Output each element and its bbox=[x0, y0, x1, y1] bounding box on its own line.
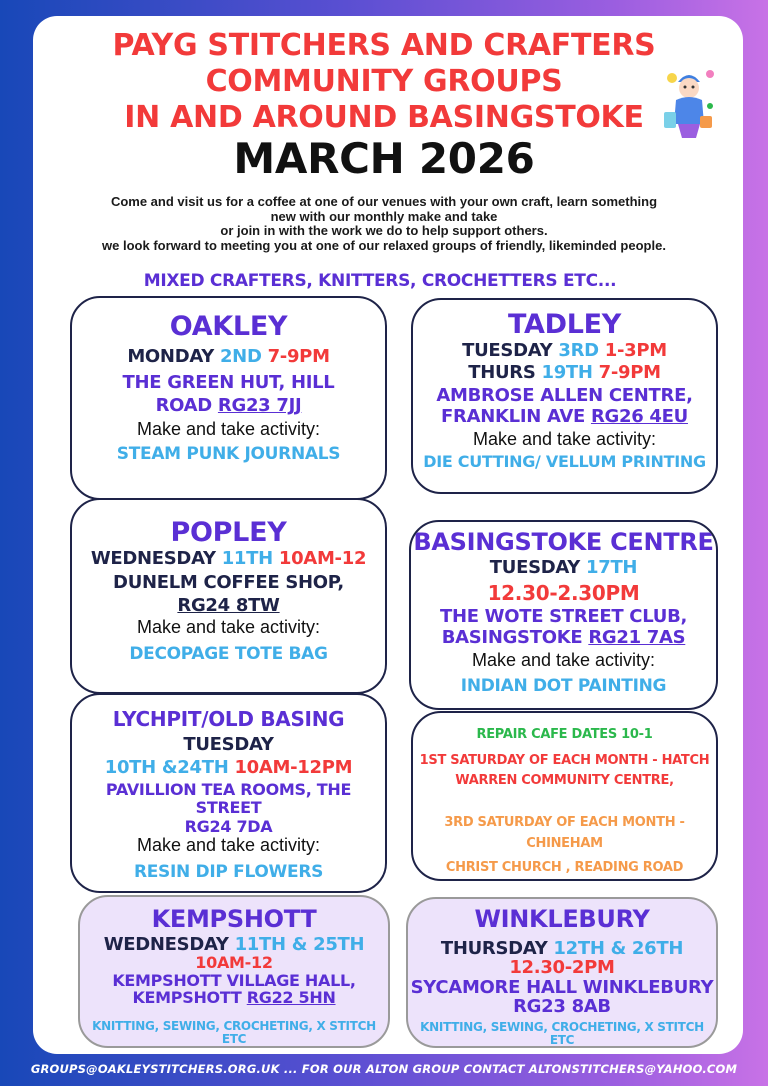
crafter-illustration bbox=[660, 66, 718, 140]
town-name: KEMPSHOTT bbox=[151, 905, 317, 933]
town-name: TADLEY bbox=[507, 309, 622, 340]
make-take-label: Make and take activity: bbox=[471, 649, 656, 670]
group-card-winklebury bbox=[406, 897, 718, 1048]
postcode: RG24 8TW bbox=[177, 595, 280, 617]
make-take-label: Make and take activity: bbox=[136, 835, 321, 856]
intro-line: Come and visit us for a coffee at one of our venues with your own craft, learn something bbox=[110, 194, 658, 209]
intro-line: or join in with the work we do to help support others. bbox=[220, 223, 548, 239]
day: WEDNESDAY bbox=[103, 933, 229, 955]
time: 7-9PM bbox=[598, 361, 661, 383]
title-line-1: PAYG STITCHERS AND CRAFTERS bbox=[112, 28, 656, 63]
postcode: RG26 4EU bbox=[590, 406, 688, 428]
day: MONDAY bbox=[127, 346, 214, 368]
town-name: POPLEY bbox=[170, 517, 287, 548]
venue-line: SYCAMORE HALL WINKLEBURY bbox=[410, 976, 714, 998]
title-line-2: COMMUNITY GROUPS bbox=[205, 64, 563, 99]
time: 7-9PM bbox=[267, 346, 330, 368]
town-name: BASINGSTOKE CENTRE bbox=[413, 528, 714, 556]
group-card-popley bbox=[70, 498, 387, 694]
group-card-kempshott bbox=[78, 895, 390, 1048]
venue-text: BASINGSTOKE bbox=[441, 627, 583, 649]
section-subheading: MIXED CRAFTERS, KNITTERS, CROCHETTERS ETC... bbox=[143, 271, 617, 291]
schedule-line bbox=[408, 939, 716, 958]
venue-line: DUNELM COFFEE SHOP, bbox=[113, 571, 344, 593]
activity: INDIAN DOT PAINTING bbox=[460, 676, 667, 697]
venue-line: PAVILLION TEA ROOMS, THE STREET bbox=[105, 780, 352, 817]
activity: KNITTING, SEWING, CROCHETING, X STITCH ETC bbox=[92, 1019, 376, 1047]
venue-line: AMBROSE ALLEN CENTRE, bbox=[436, 385, 693, 407]
intro-line: we look forward to meeting you at one of our relaxed groups of friendly, likeminded people. bbox=[102, 237, 666, 253]
time: 1-3PM bbox=[604, 340, 667, 362]
venue-line bbox=[413, 407, 716, 426]
repair-hatch-line: WARREN COMMUNITY CENTRE, bbox=[455, 773, 674, 789]
time: 10AM-12 bbox=[278, 548, 367, 570]
activity: RESIN DIP FLOWERS bbox=[133, 861, 324, 882]
venue-line: KEMPSHOTT VILLAGE HALL, bbox=[112, 970, 356, 990]
date: 2ND bbox=[219, 346, 262, 368]
group-card-oakley bbox=[70, 296, 387, 500]
postcode: RG21 7AS bbox=[588, 627, 686, 649]
venue-line bbox=[72, 396, 385, 415]
day: TUESDAY bbox=[183, 733, 274, 755]
activity: STEAM PUNK JOURNALS bbox=[116, 444, 341, 465]
venue-line: THE WOTE STREET CLUB, bbox=[439, 605, 688, 627]
repair-hatch-line: 1ST SATURDAY OF EACH MONTH - HATCH bbox=[419, 753, 710, 769]
time: 10AM-12 bbox=[195, 953, 273, 973]
group-card-tadley bbox=[411, 298, 718, 494]
postcode: RG23 8AB bbox=[513, 996, 611, 1018]
schedule-line bbox=[413, 341, 716, 360]
time: 10AM-12PM bbox=[234, 757, 353, 779]
title-line-3: IN AND AROUND BASINGSTOKE bbox=[124, 100, 644, 135]
footer-contact: GROUPS@OAKLEYSTITCHERS.ORG.UK ... FOR OUR ALTON GROUP CONTACT ALTONSTITCHERS@YAHOO.COM bbox=[30, 1062, 738, 1076]
schedule-line bbox=[72, 347, 385, 366]
venue-text: FRANKLIN AVE bbox=[441, 406, 585, 428]
activity: DIE CUTTING/ VELLUM PRINTING bbox=[423, 451, 706, 471]
day: THURSDAY bbox=[440, 937, 548, 959]
day: TUESDAY bbox=[489, 556, 581, 578]
town-name: OAKLEY bbox=[169, 311, 288, 342]
venue-text: KEMPSHOTT bbox=[132, 987, 242, 1007]
time: 12.30-2.30PM bbox=[487, 581, 640, 606]
repair-chineham-line: 3RD SATURDAY OF EACH MONTH - CHINEHAM bbox=[444, 815, 685, 851]
date: 12TH & 26TH bbox=[553, 937, 684, 959]
repair-chineham-line: CHRIST CHURCH , READING ROAD bbox=[445, 859, 684, 875]
activity: DECOPAGE TOTE BAG bbox=[129, 644, 328, 665]
schedule-line bbox=[72, 758, 385, 777]
make-take-label: Make and take activity: bbox=[472, 428, 657, 449]
venue-line bbox=[80, 989, 388, 1006]
schedule-line bbox=[413, 363, 716, 382]
intro-text bbox=[48, 195, 720, 253]
group-card-lychpit bbox=[70, 693, 387, 893]
postcode: RG24 7DA bbox=[184, 817, 273, 836]
date: 11TH bbox=[221, 548, 273, 570]
repair-title: REPAIR CAFE DATES 10-1 bbox=[476, 727, 653, 742]
venue-text: ROAD bbox=[155, 395, 212, 417]
town-name: WINKLEBURY bbox=[474, 905, 650, 933]
make-take-label: Make and take activity: bbox=[136, 419, 321, 440]
postcode: RG22 5HN bbox=[246, 987, 336, 1007]
group-card-basingstoke-centre bbox=[409, 520, 718, 710]
intro-line: new with our monthly make and take bbox=[270, 208, 498, 224]
town-name: LYCHPIT/OLD BASING bbox=[112, 707, 345, 731]
day: TUESDAY bbox=[462, 340, 553, 362]
schedule-line bbox=[411, 558, 716, 577]
date: 10TH &24TH bbox=[104, 757, 229, 779]
venue-line bbox=[411, 628, 716, 647]
date: 11TH & 25TH bbox=[234, 933, 365, 955]
postcode: RG23 7JJ bbox=[217, 395, 302, 417]
day: THURS bbox=[468, 361, 536, 383]
schedule-line bbox=[72, 549, 385, 568]
date: 19TH bbox=[541, 361, 593, 383]
schedule-line bbox=[80, 935, 388, 954]
date: 17TH bbox=[586, 556, 638, 578]
time: 12.30-2PM bbox=[509, 957, 615, 979]
venue-line: THE GREEN HUT, HILL bbox=[122, 371, 335, 393]
activity: KNITTING, SEWING, CROCHETING, X STITCH ETC bbox=[420, 1019, 704, 1047]
make-take-label: Make and take activity: bbox=[136, 617, 321, 638]
month-heading: MARCH 2026 bbox=[233, 134, 535, 183]
day: WEDNESDAY bbox=[90, 548, 216, 570]
repair-cafe-card bbox=[411, 711, 718, 881]
date: 3RD bbox=[558, 340, 599, 362]
